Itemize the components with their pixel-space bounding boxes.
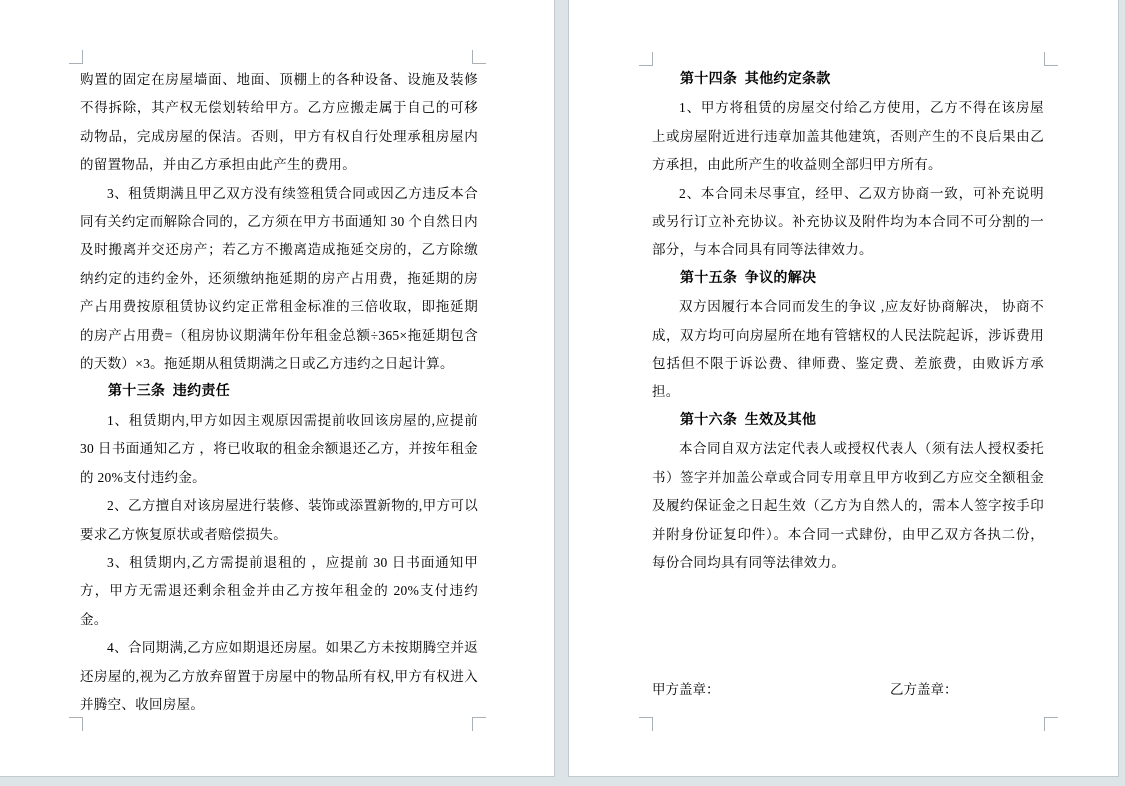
section-heading-article-15: 第十五条 争议的解决 (680, 270, 817, 286)
party-a-seal-label: 甲方盖章： (652, 682, 720, 698)
text-boundary-mark-top-left (639, 52, 653, 66)
paragraph-article13-item2: 2、乙方擅自对该房屋进行装修、装饰或添置新物的,甲方可以要求乙方恢复原状或者赔偿损失。 (80, 498, 478, 542)
section-heading-article-16: 第十六条 生效及其他 (680, 412, 817, 428)
section-heading-article-13: 第十三条 违约责任 (108, 384, 230, 400)
paragraph-article14-item2: 2、本合同未尽事宜，经甲、乙双方协商一致，可补充说明或另行订立补充协议。补充协议及附件均为本合同不可分割的一部分，与本合同具有同等法律效力。 (652, 185, 1044, 258)
party-b-seal-label: 乙方盖章： (890, 682, 958, 698)
paragraph-article13-item3: 3、租赁期内,乙方需提前退租的 ，应提前 30 日书面通知甲方，甲方无需退还剩余租金并由乙方按年租金的 20%支付违约金。 (80, 554, 478, 627)
right-page-text-block (652, 66, 1044, 705)
document-page-right[interactable] (568, 0, 1119, 777)
paragraph-fixtures-ownership: 购置的固定在房屋墙面、地面、顶棚上的各种设备、设施及装修不得拆除，其产权无偿划转给甲方。乙方应搬走属于自己的可移动物品，完成房屋的保洁。否则，甲方有权自行处理承租房屋内的留置物品，并由乙方承担由此产生的费用。 (80, 72, 478, 173)
section-heading-article-14: 第十四条 其他约定条款 (680, 72, 831, 87)
paragraph-article13-item4: 4、合同期满,乙方应如期退还房屋。如果乙方未按期腾空并返还房屋的,视为乙方放弃留置于房屋中的物品所有权,甲方有权进入并腾空、收回房屋。 (80, 640, 478, 712)
left-page-text-block (80, 66, 482, 719)
paragraph-article15-dispute: 双方因履行本合同而发生的争议 ,应友好协商解决， 协商不成，双方均可向房屋所在地有管辖权的人民法院起诉，涉诉费用包括但不限于诉讼费、律师费、鉴定费、差旅费，由败诉方承担。 (652, 299, 1044, 400)
text-boundary-mark-bottom-right (1044, 717, 1058, 731)
paragraph-article13-item1: 1、租赁期内,甲方如因主观原因需提前收回该房屋的,应提前 30 日书面通知乙方 ，将已收取的租金余额退还乙方，并按年租金的 20%支付违约金。 (80, 412, 482, 485)
paragraph-article16-effectiveness: 本合同自双方法定代表人或授权代表人（须有法人授权委托书）签字并加盖公章或合同专用章且甲方收到乙方应交全额租金及履约保证金之日起生效（乙方为自然人的，需本人签字按手印并附身份证复印件）。本合同一式肆份，由甲乙双方各执二份，每份合同均具有同等法律效力。 (652, 441, 1044, 570)
paragraph-lease-expiry-holdover: 3、租赁期满且甲乙双方没有续签租赁合同或因乙方违反本合同有关约定而解除合同的，乙方须在甲方书面通知 30 个自然日内及时搬离并交还房产；若乙方不搬离造成拖延交房的，乙方除缴纳约定的违约金外，还须缴纳拖延期的房产占用费，拖延期的房产占用费按原租赁协议约定正常租金标准的三倍收取，即拖延期的房产占用费=（租房协议期满年份年租金总额÷365×拖延期包含的天数）×3。拖延期从租赁期满之日或乙方违约之日起计算。 (80, 185, 478, 372)
text-boundary-mark-top-right (1044, 52, 1058, 66)
text-boundary-mark-top-right (472, 50, 486, 64)
seal-signature-row (652, 676, 1044, 704)
document-page-left[interactable] (0, 0, 555, 777)
paragraph-article14-item1: 1、甲方将租赁的房屋交付给乙方使用，乙方不得在该房屋上或房屋附近进行违章加盖其他建筑，否则产生的不良后果由乙方承担，由此所产生的收益则全部归甲方所有。 (652, 100, 1044, 173)
text-boundary-mark-bottom-left (639, 717, 653, 731)
text-boundary-mark-top-left (69, 50, 83, 64)
